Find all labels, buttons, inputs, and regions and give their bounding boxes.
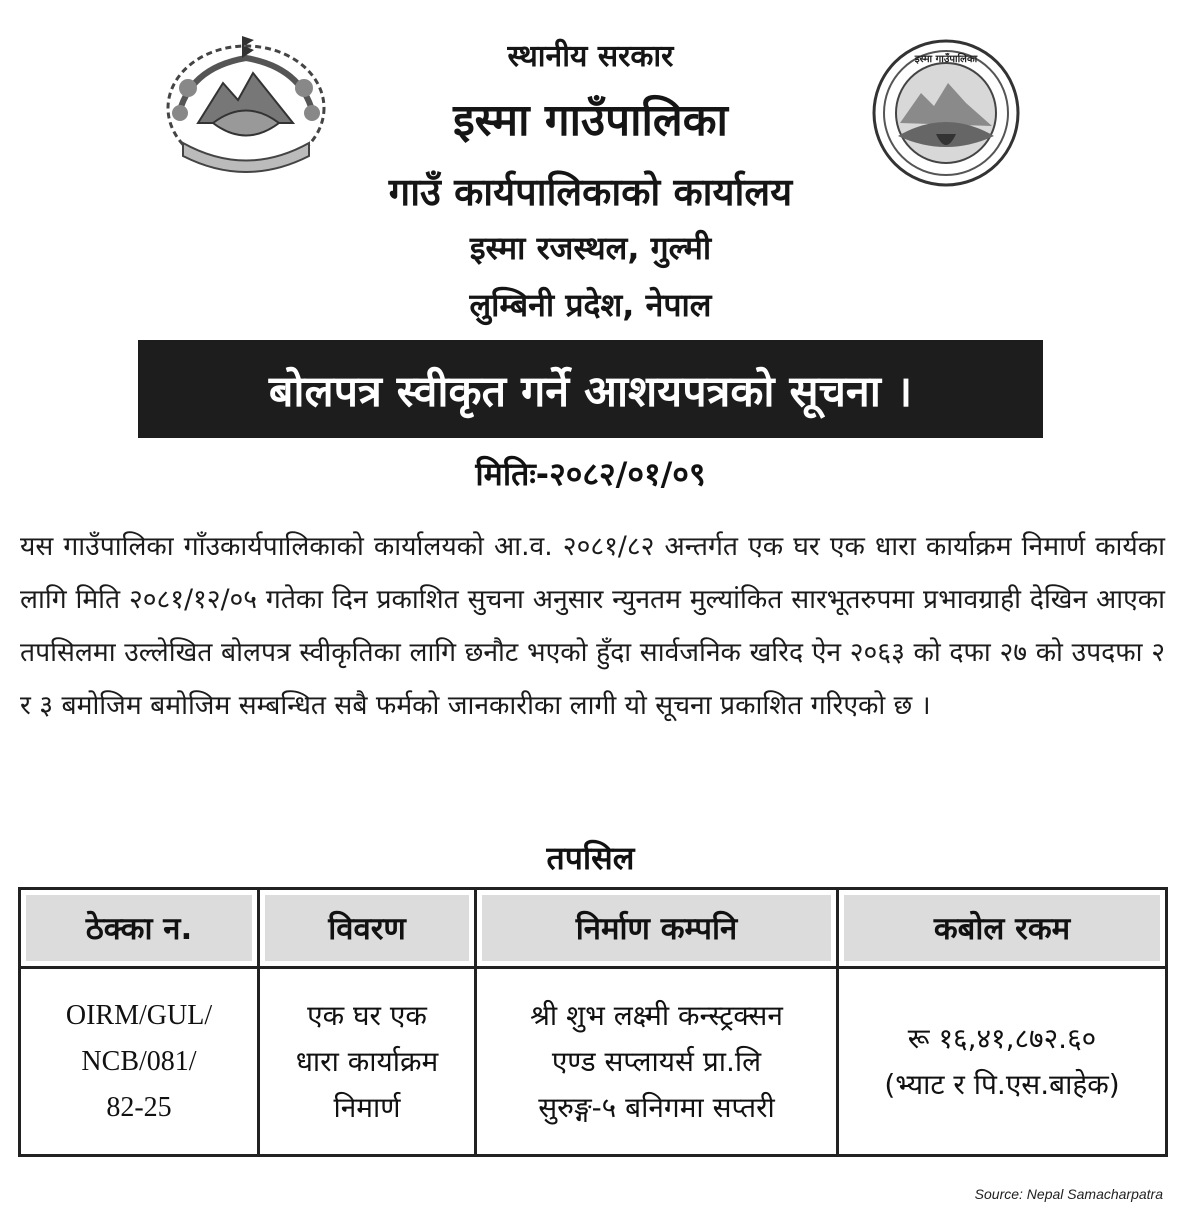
notice-body: यस गाउँपालिका गाँउकार्यपालिकाको कार्यालयको आ.व. २०८१/८२ अन्तर्गत एक घर एक धारा कार्याक्रम निमार्ण कार्यका लागि मिति २०८१/१२/०५ गतेका दिन प्रकाशित सुचना अनुसार न्युनतम मुल्यांकित सारभूतरुपमा प्रभावग्राही देखिन आएका तपसिलमा उल्लेखित बोलपत्र स्वीकृतिका लागि छनौट भएको हुँदा सार्वजनिक खरिद ऐन २०६३ को दफा २७ को उपदफा २ र ३ बमोजिम बमोजिम सम्बन्धित सबै फर्मको जानकारीका लागी यो सूचना प्रकाशित गरिएको छ । [20, 531, 1165, 721]
header-bid-amount: कबोल रकम [838, 889, 1167, 968]
source-credit: Source: Nepal Samacharpatra [974, 1186, 1163, 1202]
notice-title: बोलपत्र स्वीकृत गर्ने आशयपत्रको सूचना । [268, 366, 913, 417]
cell-bid-amount [838, 968, 1167, 1156]
header-local-government: स्थानीय सरकार [507, 39, 674, 74]
header-municipality-name: इस्मा गाउँपालिका [453, 95, 728, 146]
contract-no-line: 82-25 [106, 1091, 172, 1123]
cell-contract-no [20, 968, 259, 1156]
cell-company [476, 968, 838, 1156]
table-header-row [20, 889, 1167, 968]
amount-note: (भ्याट र पि.एस.बाहेक) [884, 1067, 1120, 1101]
header-address: इस्मा रजस्थल, गुल्मी [469, 229, 712, 267]
notice-title-banner [138, 340, 1043, 438]
company-line: सुरुङ्ग-५ बनिगमा सप्तरी [538, 1090, 775, 1124]
header-office-name: गाउँ कार्यपालिकाको कार्यालय [388, 170, 793, 214]
description-line: एक घर एक [307, 998, 427, 1032]
header-company: निर्माण कम्पनि [476, 889, 838, 968]
company-line: श्री शुभ लक्ष्मी कन्स्ट्रक्सन [530, 998, 783, 1032]
description-line: निमार्ण [333, 1090, 401, 1124]
amount-value: रू १६,४१,८७२.६० [907, 1021, 1097, 1055]
notice-date: मितिः-२०८२/०१/०९ [475, 455, 706, 493]
contract-table [18, 887, 1168, 1157]
contract-no-line: OIRM/GUL/ [65, 999, 213, 1031]
cell-description [259, 968, 476, 1156]
header-contract-no: ठेक्का न. [20, 889, 259, 968]
table-row [20, 968, 1167, 1156]
header-description: विवरण [259, 889, 476, 968]
seal-text: इस्मा गाउँपालिका [914, 54, 978, 65]
header-province: लुम्बिनी प्रदेश, नेपाल [469, 286, 712, 324]
details-heading: तपसिल [546, 839, 635, 877]
company-line: एण्ड सप्लायर्स प्रा.लि [551, 1044, 762, 1078]
description-line: धारा कार्याक्रम [295, 1044, 439, 1078]
contract-no-line: NCB/081/ [81, 1045, 197, 1077]
